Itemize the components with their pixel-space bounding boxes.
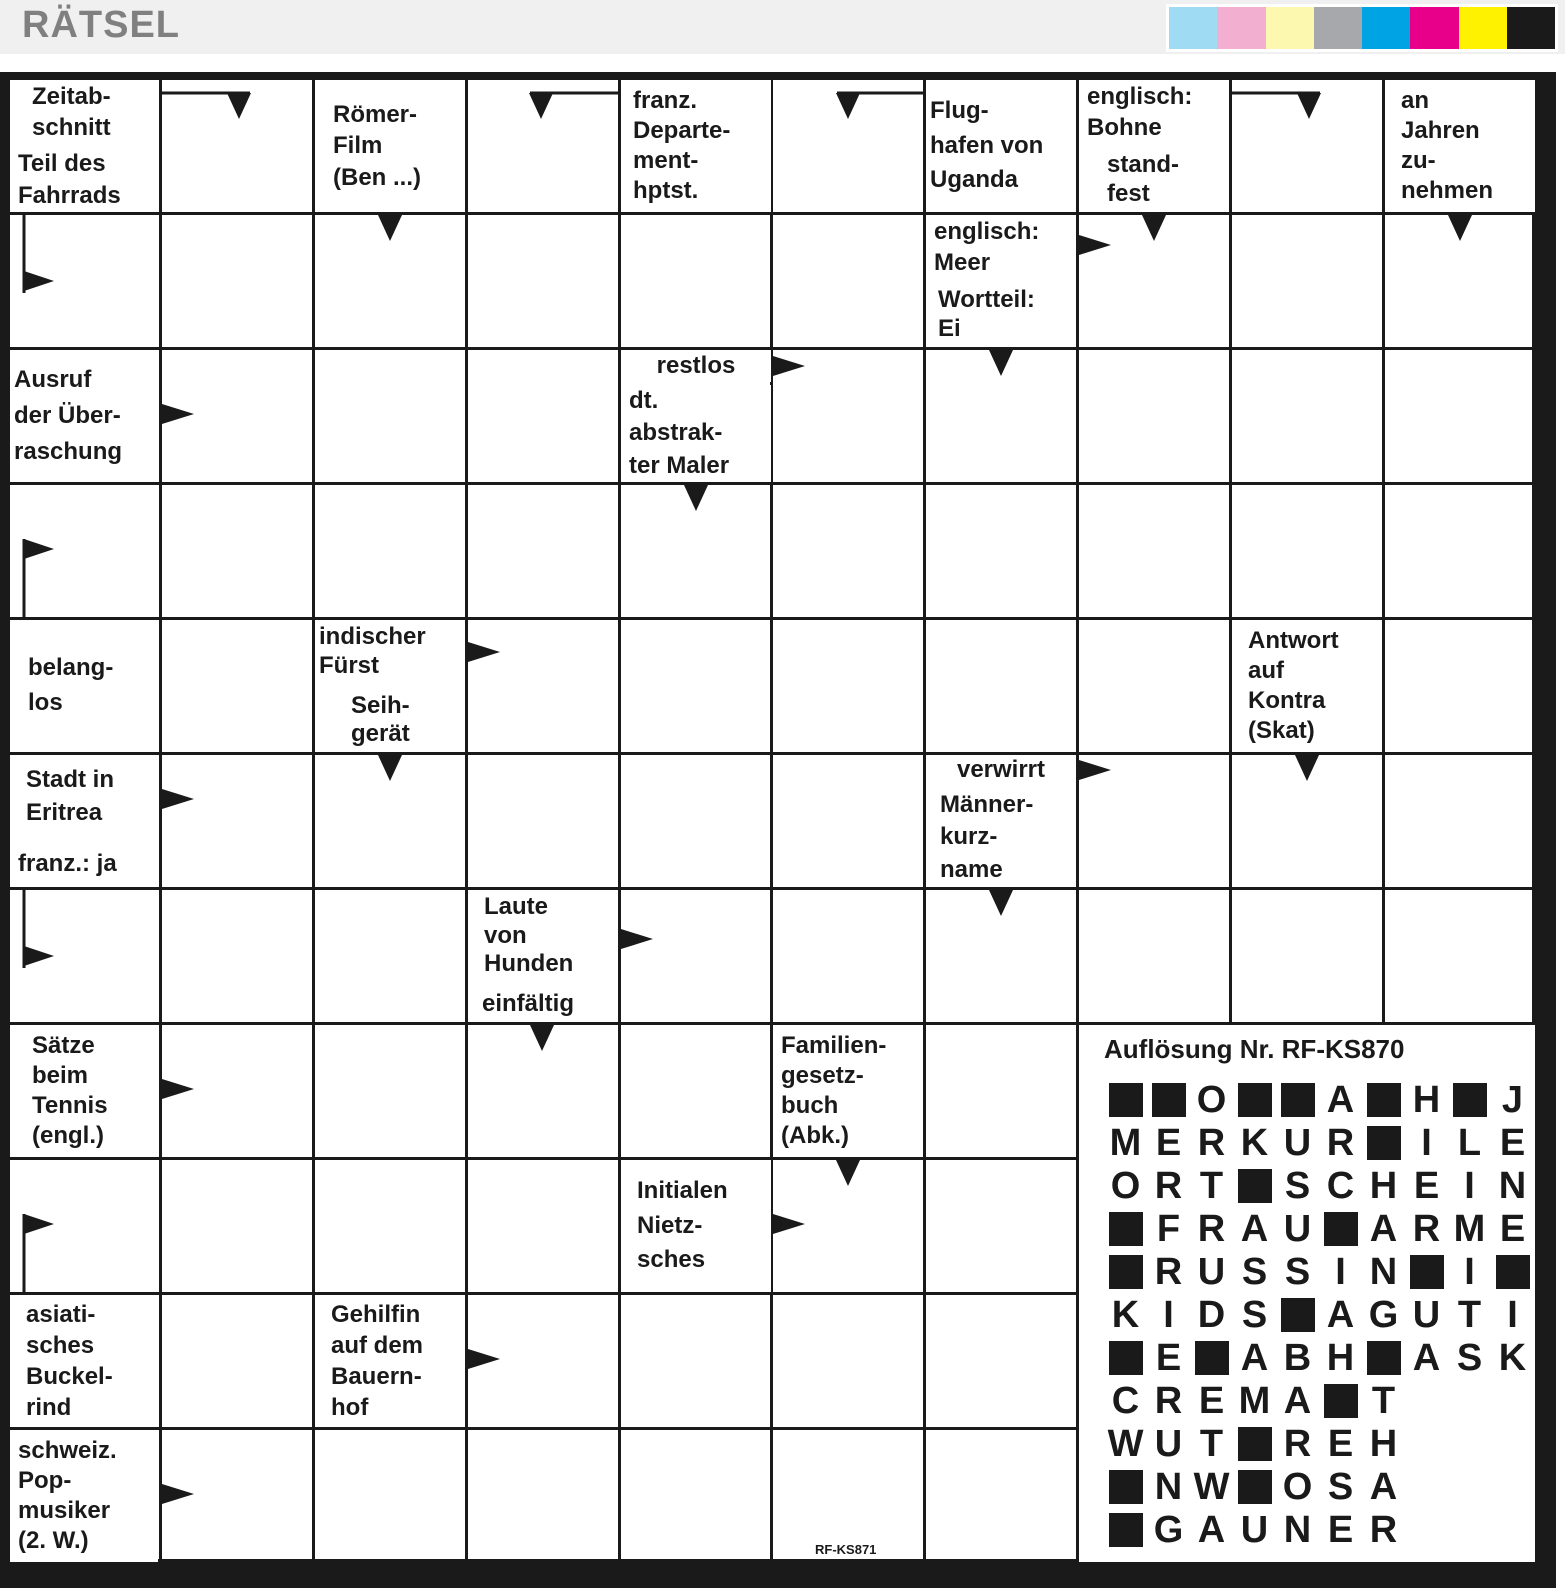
solution-letter: R xyxy=(1412,1207,1441,1250)
solution-letter: A xyxy=(1326,1293,1355,1336)
page-title: RÄTSEL xyxy=(22,4,180,46)
crossword-board xyxy=(0,72,1556,1588)
clue-cell: Seih- gerät xyxy=(315,687,465,752)
solution-letter: S xyxy=(1284,1164,1311,1207)
solution-row xyxy=(1104,1381,1405,1421)
answer-cell[interactable] xyxy=(162,890,312,1022)
solution-letter: E xyxy=(1327,1422,1354,1465)
color-swatch xyxy=(1217,7,1265,49)
answer-cell[interactable] xyxy=(1232,890,1382,1022)
answer-cell[interactable] xyxy=(468,1160,618,1292)
clue-cell: restlos xyxy=(621,350,771,382)
solution-block xyxy=(1319,1209,1362,1249)
answer-cell[interactable] xyxy=(621,1025,770,1157)
solution-letter: T xyxy=(1371,1379,1396,1422)
clue-cell: schweiz. Pop- musiker (2. W.) xyxy=(10,1430,158,1562)
arrow-right-icon xyxy=(621,929,655,953)
solution-letter: E xyxy=(1155,1336,1182,1379)
answer-cell[interactable] xyxy=(162,1295,312,1427)
solution-letter: F xyxy=(1156,1207,1181,1250)
solution-letter: A xyxy=(1326,1078,1355,1121)
solution-letter: B xyxy=(1283,1336,1312,1379)
clue-cell: verwirrt xyxy=(926,755,1076,785)
solution-letter: T xyxy=(1199,1422,1224,1465)
solution-letter: E xyxy=(1499,1121,1526,1164)
arrow-down-icon xyxy=(378,215,404,243)
solution-letter: R xyxy=(1326,1121,1355,1164)
arrow-right-icon xyxy=(162,404,196,428)
arrow-up-right-icon xyxy=(22,1212,62,1294)
solution-letter: T xyxy=(1199,1164,1224,1207)
answer-cell[interactable] xyxy=(1079,350,1229,482)
answer-cell[interactable] xyxy=(162,215,312,347)
solution-letter: H xyxy=(1326,1336,1355,1379)
answer-cell[interactable] xyxy=(315,1025,465,1157)
black-square xyxy=(1195,1341,1229,1375)
solution-letter: K xyxy=(1240,1121,1269,1164)
solution-letter: R xyxy=(1283,1422,1312,1465)
clue-cell: asiati- sches Buckel- rind xyxy=(10,1295,158,1427)
answer-cell[interactable] xyxy=(621,1430,770,1559)
solution-letter: R xyxy=(1369,1508,1398,1551)
solution-letter: A xyxy=(1240,1336,1269,1379)
solution-letter: R xyxy=(1154,1164,1183,1207)
arrow-down-icon xyxy=(1448,215,1474,243)
black-square xyxy=(1109,1212,1143,1246)
arrow-down-icon xyxy=(989,350,1015,378)
solution-letter: I xyxy=(1464,1250,1475,1293)
solution-block xyxy=(1233,1080,1276,1120)
solution-letter: S xyxy=(1327,1465,1354,1508)
clue-cell: Gehilfin auf dem Bauern- hof xyxy=(315,1295,465,1427)
solution-block xyxy=(1233,1166,1276,1206)
color-calibration-bar xyxy=(1166,4,1558,52)
solution-block xyxy=(1362,1338,1405,1378)
solution-block xyxy=(1233,1424,1276,1464)
solution-letter: H xyxy=(1369,1422,1398,1465)
solution-letter: I xyxy=(1507,1293,1518,1336)
arrow-down-icon xyxy=(1295,755,1321,783)
color-swatch xyxy=(1266,7,1314,49)
solution-letter: A xyxy=(1369,1207,1398,1250)
clue-cell: Wortteil: Ei xyxy=(926,282,1076,347)
solution-row xyxy=(1104,1166,1534,1206)
black-square xyxy=(1410,1255,1444,1289)
answer-cell[interactable] xyxy=(621,620,770,752)
solution-block xyxy=(1147,1080,1190,1120)
black-square xyxy=(1324,1212,1358,1246)
answer-cell[interactable] xyxy=(1079,890,1229,1022)
black-square xyxy=(1109,1083,1143,1117)
color-swatch xyxy=(1459,7,1507,49)
arrow-down-icon xyxy=(989,890,1015,918)
clue-cell: franz. Departe- ment- hptst. xyxy=(621,80,771,212)
solution-letter: U xyxy=(1240,1508,1269,1551)
black-square xyxy=(1109,1341,1143,1375)
answer-cell[interactable] xyxy=(162,755,312,887)
arrow-down-right-icon xyxy=(162,92,262,122)
solution-letter: S xyxy=(1284,1250,1311,1293)
answer-cell[interactable] xyxy=(1385,350,1532,482)
color-swatch xyxy=(1169,7,1217,49)
solution-row xyxy=(1104,1338,1534,1378)
clue-cell: Stadt in Eritrea xyxy=(10,755,158,838)
solution-letter: A xyxy=(1369,1465,1398,1508)
answer-cell[interactable] xyxy=(1385,890,1532,1022)
solution-letter: N xyxy=(1369,1250,1398,1293)
solution-letter: E xyxy=(1499,1207,1526,1250)
solution-letter: U xyxy=(1283,1207,1312,1250)
solution-letter: K xyxy=(1111,1293,1140,1336)
solution-letter: I xyxy=(1464,1164,1475,1207)
solution-letter: A xyxy=(1240,1207,1269,1250)
solution-letter: J xyxy=(1501,1078,1524,1121)
answer-cell[interactable] xyxy=(773,620,923,752)
puzzle-code: RF-KS871 xyxy=(815,1542,877,1557)
solution-letter: O xyxy=(1282,1465,1313,1508)
solution-letter: R xyxy=(1154,1250,1183,1293)
black-square xyxy=(1367,1083,1401,1117)
black-square xyxy=(1238,1083,1272,1117)
black-square xyxy=(1281,1083,1315,1117)
answer-cell[interactable] xyxy=(621,1295,770,1427)
clue-cell: franz.: ja xyxy=(10,841,158,887)
black-square xyxy=(1281,1298,1315,1332)
solution-block xyxy=(1190,1338,1233,1378)
solution-letter: H xyxy=(1412,1078,1441,1121)
black-square xyxy=(1238,1427,1272,1461)
solution-row xyxy=(1104,1424,1405,1464)
arrow-right-icon xyxy=(1079,235,1113,259)
solution-letter: M xyxy=(1109,1121,1142,1164)
solution-letter: W xyxy=(1193,1465,1230,1508)
answer-cell[interactable] xyxy=(773,215,923,347)
arrow-down-icon xyxy=(530,1025,556,1053)
solution-letter: U xyxy=(1154,1422,1183,1465)
arrow-down-right-icon xyxy=(1232,92,1332,122)
black-square xyxy=(1109,1255,1143,1289)
clue-cell: dt. abstrak- ter Maler xyxy=(621,385,771,482)
arrow-down-icon xyxy=(836,1160,862,1188)
answer-cell[interactable] xyxy=(773,755,923,887)
answer-cell[interactable] xyxy=(315,890,465,1022)
solution-letter: R xyxy=(1197,1207,1226,1250)
solution-letter: M xyxy=(1238,1379,1271,1422)
black-square xyxy=(1496,1255,1530,1289)
answer-cell[interactable] xyxy=(773,1430,923,1559)
clue-cell: Sätze beim Tennis (engl.) xyxy=(10,1025,158,1157)
solution-letter: A xyxy=(1283,1379,1312,1422)
answer-cell[interactable] xyxy=(162,620,312,752)
black-square xyxy=(1324,1384,1358,1418)
solution-letter: S xyxy=(1241,1293,1268,1336)
solution-letter: O xyxy=(1196,1078,1227,1121)
arrow-left-down-icon xyxy=(528,92,628,122)
solution-block xyxy=(1362,1080,1405,1120)
clue-cell: an Jahren zu- nehmen xyxy=(1385,80,1535,212)
clue-cell: Familien- gesetz- buch (Abk.) xyxy=(773,1025,923,1157)
arrow-right-icon xyxy=(773,356,807,380)
solution-row xyxy=(1104,1209,1534,1249)
solution-block xyxy=(1491,1252,1534,1292)
solution-row xyxy=(1104,1252,1534,1292)
arrow-down-icon xyxy=(378,755,404,783)
arrow-right-icon xyxy=(162,789,196,813)
solution-letter: N xyxy=(1283,1508,1312,1551)
black-square xyxy=(1152,1083,1186,1117)
answer-cell[interactable] xyxy=(468,350,618,482)
solution-letter: N xyxy=(1154,1465,1183,1508)
answer-cell[interactable] xyxy=(1232,350,1382,482)
solution-letter: I xyxy=(1335,1250,1346,1293)
color-swatch xyxy=(1362,7,1410,49)
arrow-right-icon xyxy=(1079,760,1113,784)
solution-block xyxy=(1104,1209,1147,1249)
answer-cell[interactable] xyxy=(926,1295,1076,1427)
solution-letter: W xyxy=(1107,1422,1144,1465)
answer-cell[interactable] xyxy=(926,1160,1076,1292)
answer-cell[interactable] xyxy=(1079,485,1229,617)
answer-cell[interactable] xyxy=(1232,215,1382,347)
solution-letter: U xyxy=(1283,1121,1312,1164)
solution-letter: E xyxy=(1413,1164,1440,1207)
solution-letter: R xyxy=(1197,1121,1226,1164)
solution-block xyxy=(1104,1467,1147,1507)
black-square xyxy=(1367,1126,1401,1160)
solution-letter: O xyxy=(1110,1164,1141,1207)
clue-cell: Römer- Film (Ben ...) xyxy=(315,80,465,212)
clue-cell: Zeitab- schnitt xyxy=(10,80,158,144)
clue-cell: einfältig xyxy=(468,985,618,1022)
solution-letter: G xyxy=(1153,1508,1184,1551)
arrow-right-icon xyxy=(162,1079,196,1103)
solution-letter: H xyxy=(1369,1164,1398,1207)
solution-block xyxy=(1104,1080,1147,1120)
answer-cell[interactable] xyxy=(1385,485,1532,617)
solution-letter: G xyxy=(1368,1293,1399,1336)
clue-cell: Antwort auf Kontra (Skat) xyxy=(1232,620,1382,752)
color-swatch xyxy=(1314,7,1362,49)
solution-block xyxy=(1362,1123,1405,1163)
answer-cell[interactable] xyxy=(1232,485,1382,617)
clue-cell: Initialen Nietz- sches xyxy=(621,1160,771,1292)
answer-cell[interactable] xyxy=(773,890,923,1022)
solution-block xyxy=(1104,1338,1147,1378)
arrow-down-right-icon xyxy=(835,92,935,122)
black-square xyxy=(1453,1083,1487,1117)
black-square xyxy=(1238,1470,1272,1504)
answer-cell[interactable] xyxy=(1385,620,1532,752)
clue-cell: Flug- hafen von Uganda xyxy=(926,80,1076,212)
solution-letter: L xyxy=(1457,1121,1482,1164)
answer-cell[interactable] xyxy=(621,755,770,887)
answer-cell[interactable] xyxy=(926,1430,1076,1559)
solution-letter: A xyxy=(1412,1336,1441,1379)
arrow-right-icon xyxy=(773,1214,807,1238)
solution-block xyxy=(1104,1510,1147,1550)
answer-cell[interactable] xyxy=(1385,755,1532,887)
answer-cell[interactable] xyxy=(926,485,1076,617)
clue-cell: Männer- kurz- name xyxy=(926,788,1076,887)
solution-letter: I xyxy=(1421,1121,1432,1164)
clue-cell: Laute von Hunden xyxy=(468,890,618,982)
color-swatch xyxy=(1507,7,1555,49)
solution-letter: U xyxy=(1197,1250,1226,1293)
solution-letter: T xyxy=(1457,1293,1482,1336)
answer-cell[interactable] xyxy=(162,485,312,617)
answer-cell[interactable] xyxy=(315,485,465,617)
answer-cell[interactable] xyxy=(468,215,618,347)
color-swatch xyxy=(1410,7,1458,49)
page-header xyxy=(0,0,1565,54)
solution-letter: I xyxy=(1163,1293,1174,1336)
answer-cell[interactable] xyxy=(315,350,465,482)
arrow-down-icon xyxy=(1142,215,1168,243)
solution-row xyxy=(1104,1123,1534,1163)
answer-cell[interactable] xyxy=(1079,620,1229,752)
black-square xyxy=(1109,1470,1143,1504)
solution-block xyxy=(1448,1080,1491,1120)
answer-cell[interactable] xyxy=(621,215,770,347)
answer-cell[interactable] xyxy=(162,1160,312,1292)
clue-cell: Ausruf der Über- raschung xyxy=(10,350,158,482)
answer-cell[interactable] xyxy=(315,1160,465,1292)
solution-row xyxy=(1104,1080,1534,1120)
solution-title: Auflösung Nr. RF-KS870 xyxy=(1104,1034,1405,1064)
clue-cell: englisch: Bohne xyxy=(1079,80,1229,144)
answer-cell[interactable] xyxy=(926,620,1076,752)
answer-cell[interactable] xyxy=(926,1025,1076,1157)
solution-letter: M xyxy=(1453,1207,1486,1250)
clue-cell: Teil des Fahrrads xyxy=(10,147,158,212)
black-square xyxy=(1367,1341,1401,1375)
solution-row xyxy=(1104,1295,1534,1335)
solution-letter: D xyxy=(1197,1293,1226,1336)
solution-row xyxy=(1104,1467,1405,1507)
clue-cell: belang- los xyxy=(10,620,158,752)
answer-cell[interactable] xyxy=(315,1430,465,1559)
solution-letter: E xyxy=(1155,1121,1182,1164)
clue-cell: stand- fest xyxy=(1079,147,1229,212)
answer-cell[interactable] xyxy=(468,1430,618,1559)
answer-cell[interactable] xyxy=(621,890,770,1022)
solution-letter: C xyxy=(1326,1164,1355,1207)
solution-letter: A xyxy=(1197,1508,1226,1551)
arrow-down-icon xyxy=(684,485,710,513)
clue-cell: indischer Fürst xyxy=(315,620,465,684)
solution-letter: K xyxy=(1498,1336,1527,1379)
solution-letter: S xyxy=(1241,1250,1268,1293)
solution-block xyxy=(1405,1252,1448,1292)
solution-block xyxy=(1104,1252,1147,1292)
solution-block xyxy=(1276,1295,1319,1335)
arrow-up-right-icon xyxy=(22,537,62,619)
solution-letter: N xyxy=(1498,1164,1527,1207)
arrow-down-right-icon xyxy=(22,215,62,295)
black-square xyxy=(1109,1513,1143,1547)
solution-letter: E xyxy=(1327,1508,1354,1551)
black-square xyxy=(1238,1169,1272,1203)
answer-cell[interactable] xyxy=(773,485,923,617)
clue-cell: englisch: Meer xyxy=(926,215,1076,279)
arrow-right-icon xyxy=(468,642,502,666)
answer-cell[interactable] xyxy=(468,755,618,887)
arrow-down-right-icon xyxy=(22,890,62,970)
solution-block xyxy=(1276,1080,1319,1120)
solution-letter: R xyxy=(1154,1379,1183,1422)
solution-letter: U xyxy=(1412,1293,1441,1336)
arrow-right-icon xyxy=(468,1349,502,1373)
solution-block xyxy=(1233,1467,1276,1507)
answer-cell[interactable] xyxy=(773,1295,923,1427)
solution-letter: C xyxy=(1111,1379,1140,1422)
solution-letter: S xyxy=(1456,1336,1483,1379)
solution-row xyxy=(1104,1510,1405,1550)
answer-cell[interactable] xyxy=(468,485,618,617)
answer-cell[interactable] xyxy=(468,620,618,752)
solution-letter: E xyxy=(1198,1379,1225,1422)
solution-block xyxy=(1319,1381,1362,1421)
arrow-right-icon xyxy=(162,1484,196,1508)
